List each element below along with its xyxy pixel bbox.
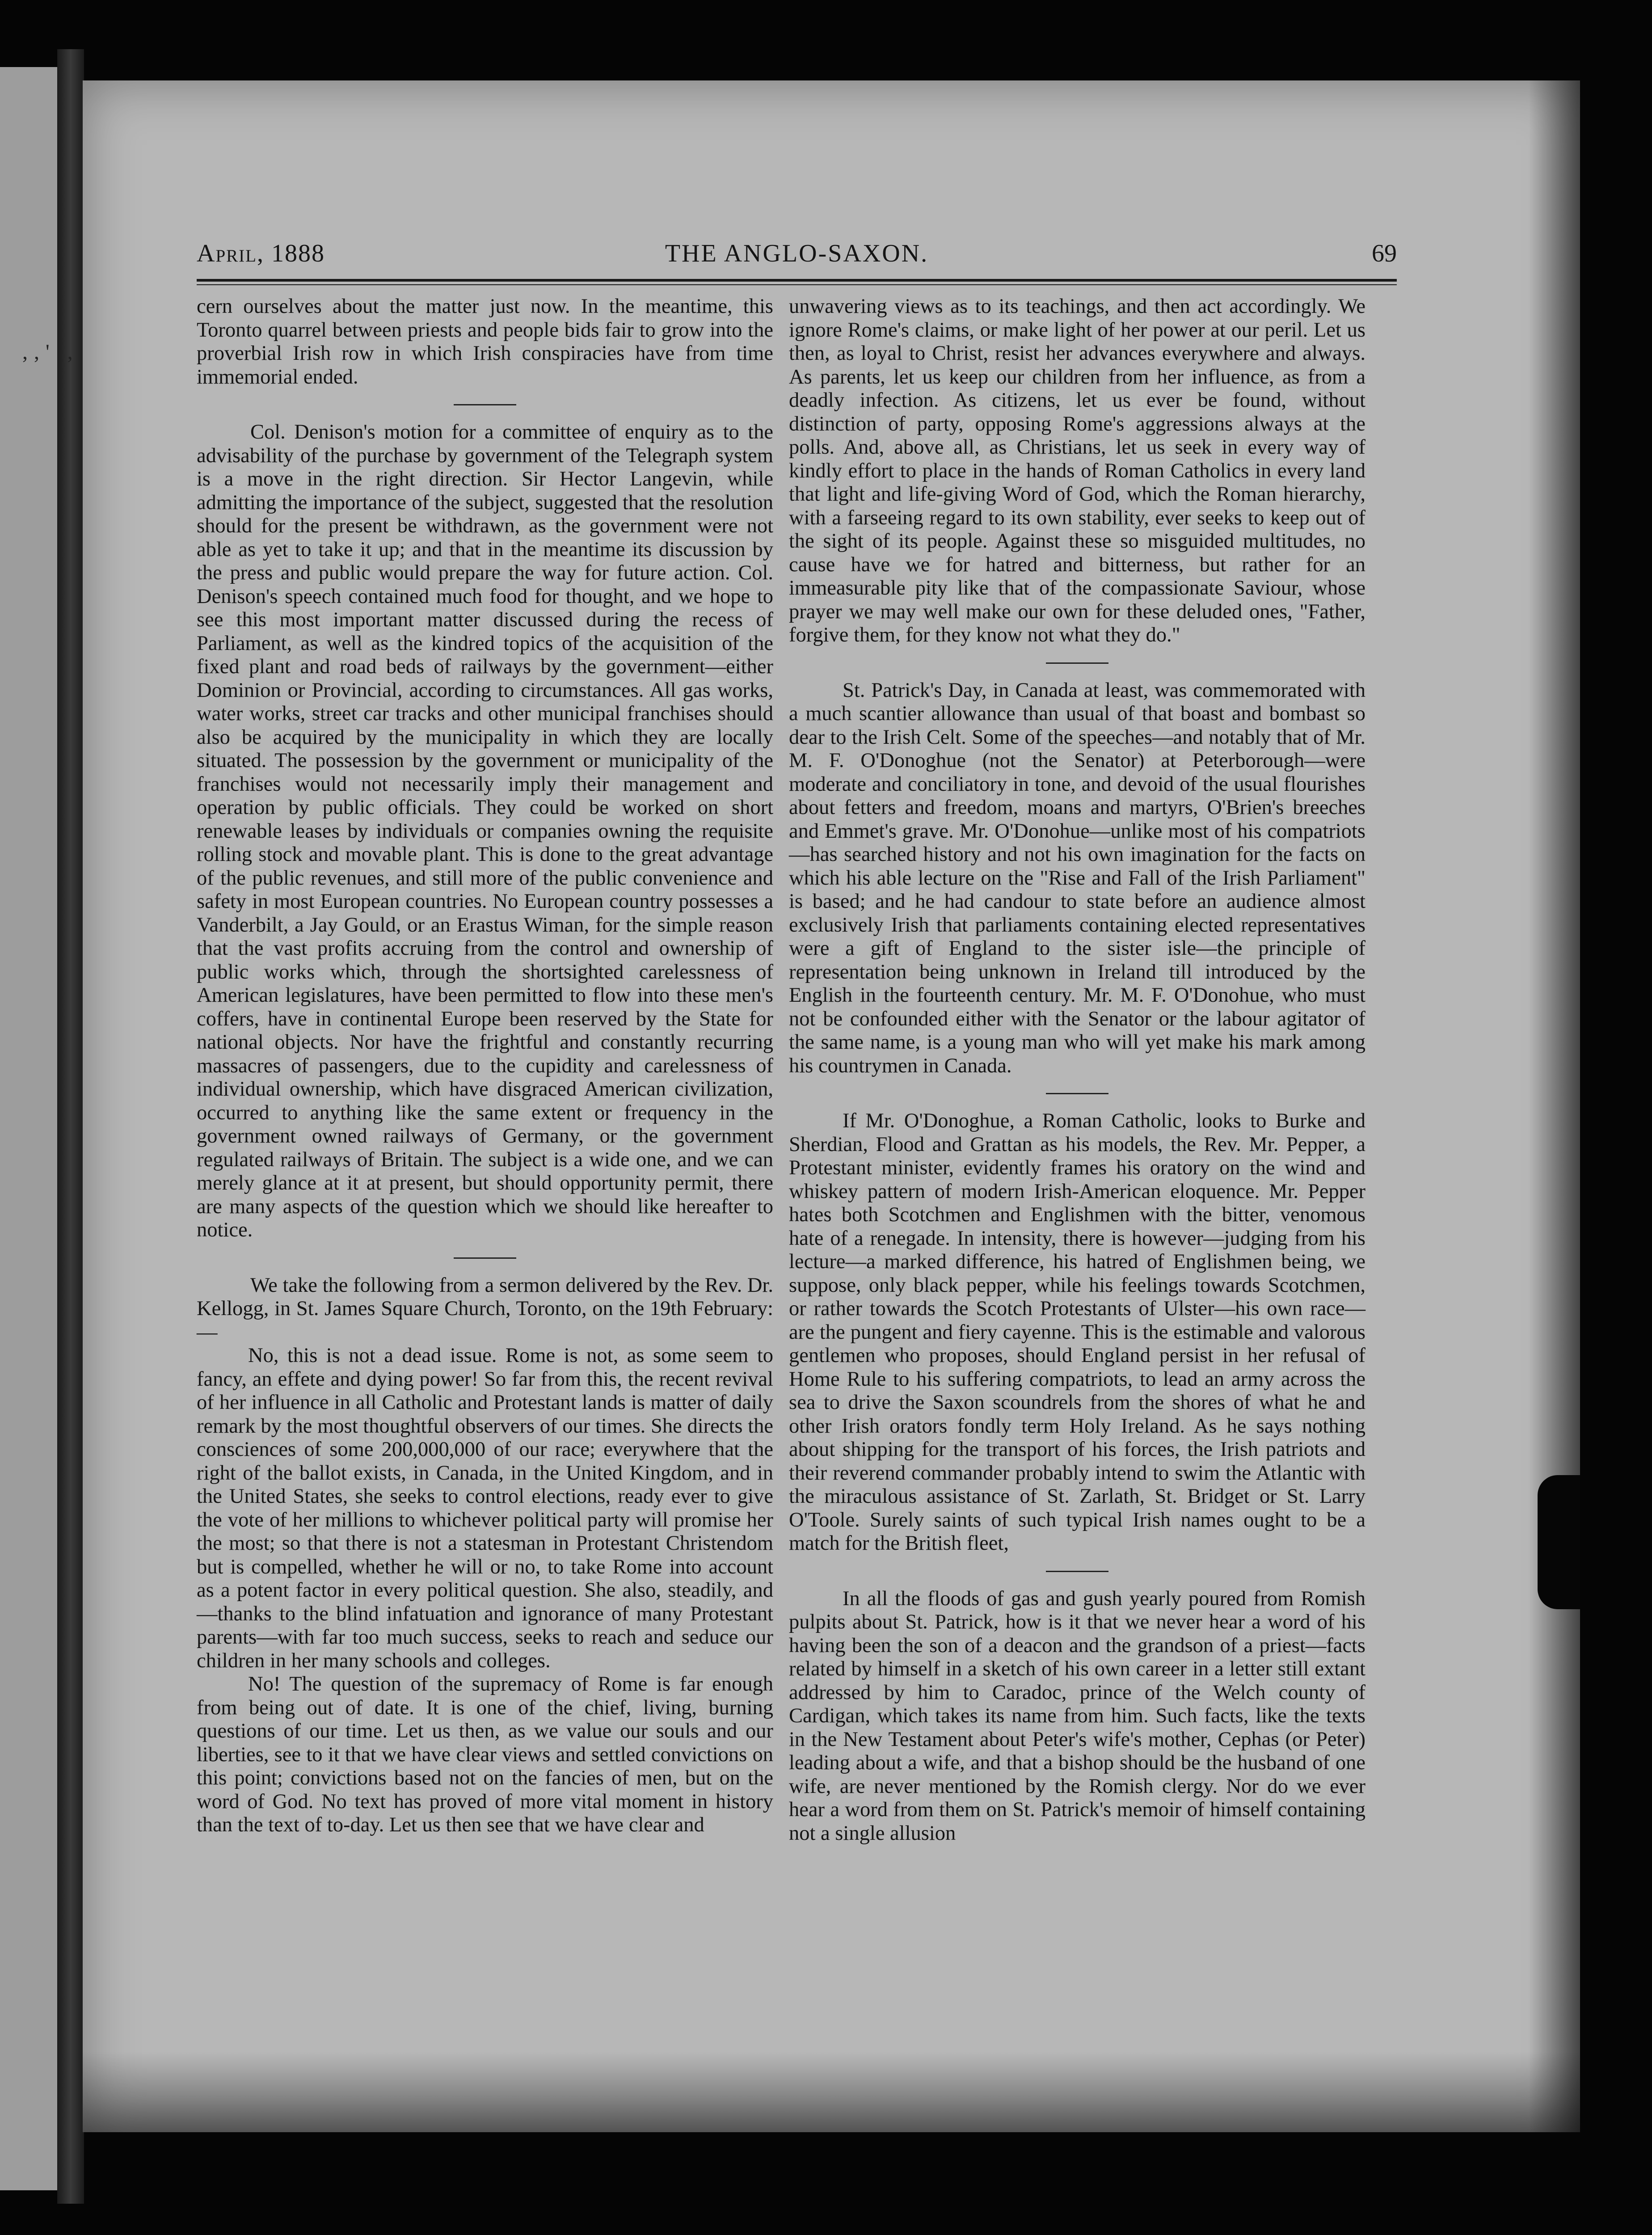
section-separator (454, 404, 516, 405)
paragraph-st-patrick-memoir: In all the floods of gas and gush yearly poured from Romish pulpits about St. Patrick, how is it that we never hear a word of his having been the son of a deacon and the grandson of a priest—facts related by himself in a sketch of his own career in a letter still extant addressed by him to Caradoc, prince of the Welch county of Cardigan, which takes its name from him. Such facts, like the texts in the New Testament about Peter's wife's mother, Cephas (or Peter) leading about a wife, and that a bishop should be the husband of one wife, are never mentioned by the Romish clergy. Nor do we ever hear a word from them on St. Patrick's memoir of himself containing not a single allusion (789, 1587, 1365, 1845)
book-gutter (57, 49, 84, 2204)
paragraph-sermon-quote-1: No, this is not a dead issue. Rome is not, as some seem to fancy, an effete and dying power! So far from this, the recent revival of her influence in all Catholic and Protestant lands is matter of daily remark by the most thoughtful observers of our times. She directs the consciences of some 200,000,000 of our race; everywhere that the right of the ballot exists, in Canada, in the United Kingdom, and in the United States, she seeks to control elections, ready ever to give the vote of her millions to whichever political party will promise her the most; so that there is not a statesman in Protestant Christendom but is compelled, whether he will or no, to take Rome into account as a potent factor in every political question. She also, steadily, and—thanks to the blind infatuation and ignorance of many Protestant parents—with far too much success, seeks to reach and seduce our children in her many schools and colleges. (197, 1344, 773, 1672)
page-number: 69 (1372, 240, 1397, 267)
issue-date: April, 1888 (197, 240, 325, 267)
section-separator (1046, 662, 1108, 664)
section-separator (1046, 1571, 1108, 1572)
page-bottom-shadow (83, 2052, 1580, 2132)
paragraph-st-patricks-day: St. Patrick's Day, in Canada at least, was commemorated with a much scantier allowance than usual of that boast and bombast so dear to the Irish Celt. Some of the speeches—and notably that of Mr. M. F. O'Donoghue (not the Senator) at Peterborough—were moderate and conciliatory in tone, and devoid of the usual flourishes about fetters and freedom, moans and martyrs, O'Brien's breeches and Emmet's grave. Mr. O'Donohue—unlike most of his compatriots—has searched history and not his own imagination for the facts on which his able lecture on the "Rise and Fall of the Irish Parliament" is based; and he had candour to state before an audience almost exclusively Irish that parliaments containing elected representatives were a gift of England to the sister isle—the principle of representation being unknown in Ireland till introduced by the English in the fourteenth century. Mr. M. F. O'Donohue, who must not be confounded either with the Senator or the labour agitator of the same name, is a young man who will yet make his mark among his countrymen in Canada. (789, 679, 1365, 1077)
header-rule-thick (197, 279, 1397, 282)
paragraph-sermon-intro: We take the following from a sermon delivered by the Rev. Dr. Kellogg, in St. James Square Church, Toronto, on the 19th February:— (197, 1274, 773, 1344)
right-column (789, 295, 1365, 1845)
paragraph-telegraph: Col. Denison's motion for a committee of enquiry as to the advisability of the purchase by government of the Telegraph system is a move in the right direction. Sir Hector Langevin, while admitting the importance of the subject, suggested that the resolution should for the present be withdrawn, as the government were not able as yet to take it up; and that in the meantime its discussion by the press and public would prepare the way for future action. Col. Denison's speech contained much food for thought, and we hope to see this most important matter discussed during the recess of Parliament, as well as the kindred topics of the acquisition of the fixed plant and road beds of railways by the government—either Dominion or Provincial, according to circumstances. All gas works, water works, street car tracks and other municipal franchises should also be acquired by the municipality in which they are locally situated. The possession by the government or municipality of the franchises would not necessarily imply their management and operation by public officials. They could be worked on short renewable leases by individuals or companies owning the requisite rolling stock and movable plant. This is done to the great advantage of the public revenues, and still more of the public convenience and safety in most European countries. No European country possesses a Vanderbilt, a Jay Gould, or an Erastus Wiman, for the simple reason that the vast profits accruing from the control and ownership of public works which, through the shortsighted carelessness of American legislatures, have been permitted to flow into these men's coffers, have in continental Europe been reserved by the State for national objects. Nor have the frightful and constantly recurring massacres of passengers, due to the cupidity and carelessness of individual ownership, which have disgraced American civilization, occurred to anything like the same extent or frequency in the government owned railways of Germany, or the government regulated railways of Britain. The subject is a wide one, and we can merely glance at it at present, but should opportunity permit, there are many aspects of the question which we should like hereafter to notice. (197, 421, 773, 1241)
section-separator (1046, 1093, 1108, 1094)
scanner-thumb-shadow (1538, 1475, 1580, 1609)
paragraph-sermon-continuation: unwavering views as to its teachings, and then act accordingly. We ignore Rome's claims, or make light of her power at our peril. Let us then, as loyal to Christ, resist her advances everywhere and always. As parents, let us keep our children from her influence, as from a deadly infection. As citizens, let us ever be found, without distinction of party, opposing Rome's aggressions always at the polls. And, above all, as Christians, let us seek in every way of kindly effort to place in the hands of Roman Catholics in every land that light and life-giving Word of God, which the Roman hierarchy, with a farseeing regard to its own stability, ever seeks to keep out of the sight of its people. Against these so misguided multitudes, no cause have we for hatred and bitterness, but rather for an immeasurable pity like that of the compassionate Saviour, whose prayer we may well make our own for these deluded ones, "Father, forgive them, for they know not what they do." (789, 295, 1365, 646)
section-separator (454, 1257, 516, 1259)
left-column (197, 295, 773, 1837)
paragraph-sermon-quote-2: No! The question of the supremacy of Rome is far enough from being out of date. It is one of the chief, living, burning questions of our time. Let us then, as we value our souls and our liberties, see to it that we have clear views and settled convictions on this point; convictions based not on the fancies of men, but on the word of God. No text has proved of more vital moment in history than the text of to-day. Let us then see that we have clear and (197, 1673, 773, 1836)
page-edge-shadow (1529, 80, 1580, 2132)
running-head (197, 239, 1397, 275)
paragraph-continuation: cern ourselves about the matter just now. In the meantime, this Toronto quarrel between priests and people bids fair to grow into the proverbial Irish row in which Irish conspiracies have from time immemorial ended. (197, 295, 773, 388)
paragraph-mr-pepper: If Mr. O'Donoghue, a Roman Catholic, looks to Burke and Sherdian, Flood and Grattan as his models, the Rev. Mr. Pepper, a Protestant minister, evidently frames his oratory on the wind and whiskey pattern of modern Irish-American eloquence. Mr. Pepper hates both Scotchmen and Englishmen with the bitter, venomous hate of a renegade. In intensity, there is however—judging from his lecture—a marked difference, his hatred of Englishmen being, we suppose, only black pepper, while his feelings towards Scotchmen, or rather towards the Scotch Protestants of Ulster—his own race—are the pungent and fiery cayenne. This is the estimable and valorous gentlemen who proposes, should England persist in her refusal of Home Rule to his suffering compatriots, to lead an army across the sea to drive the Saxon scoundrels from the shores of what he and other Irish orators fondly term Holy Ireland. As he says nothing about shipping for the transport of his forces, the Irish patriots and their reverend commander probably intend to swim the Atlantic with the miraculous assistance of St. Zarlath, St. Bridget or St. Larry O'Toole. Surely saints of such typical Irish names ought to be a match for the British fleet, (789, 1109, 1365, 1555)
header-rule-thin (197, 284, 1397, 285)
publication-title: THE ANGLO-SAXON. (665, 240, 929, 267)
margin-pencil-marks: ,,' , (22, 340, 79, 364)
